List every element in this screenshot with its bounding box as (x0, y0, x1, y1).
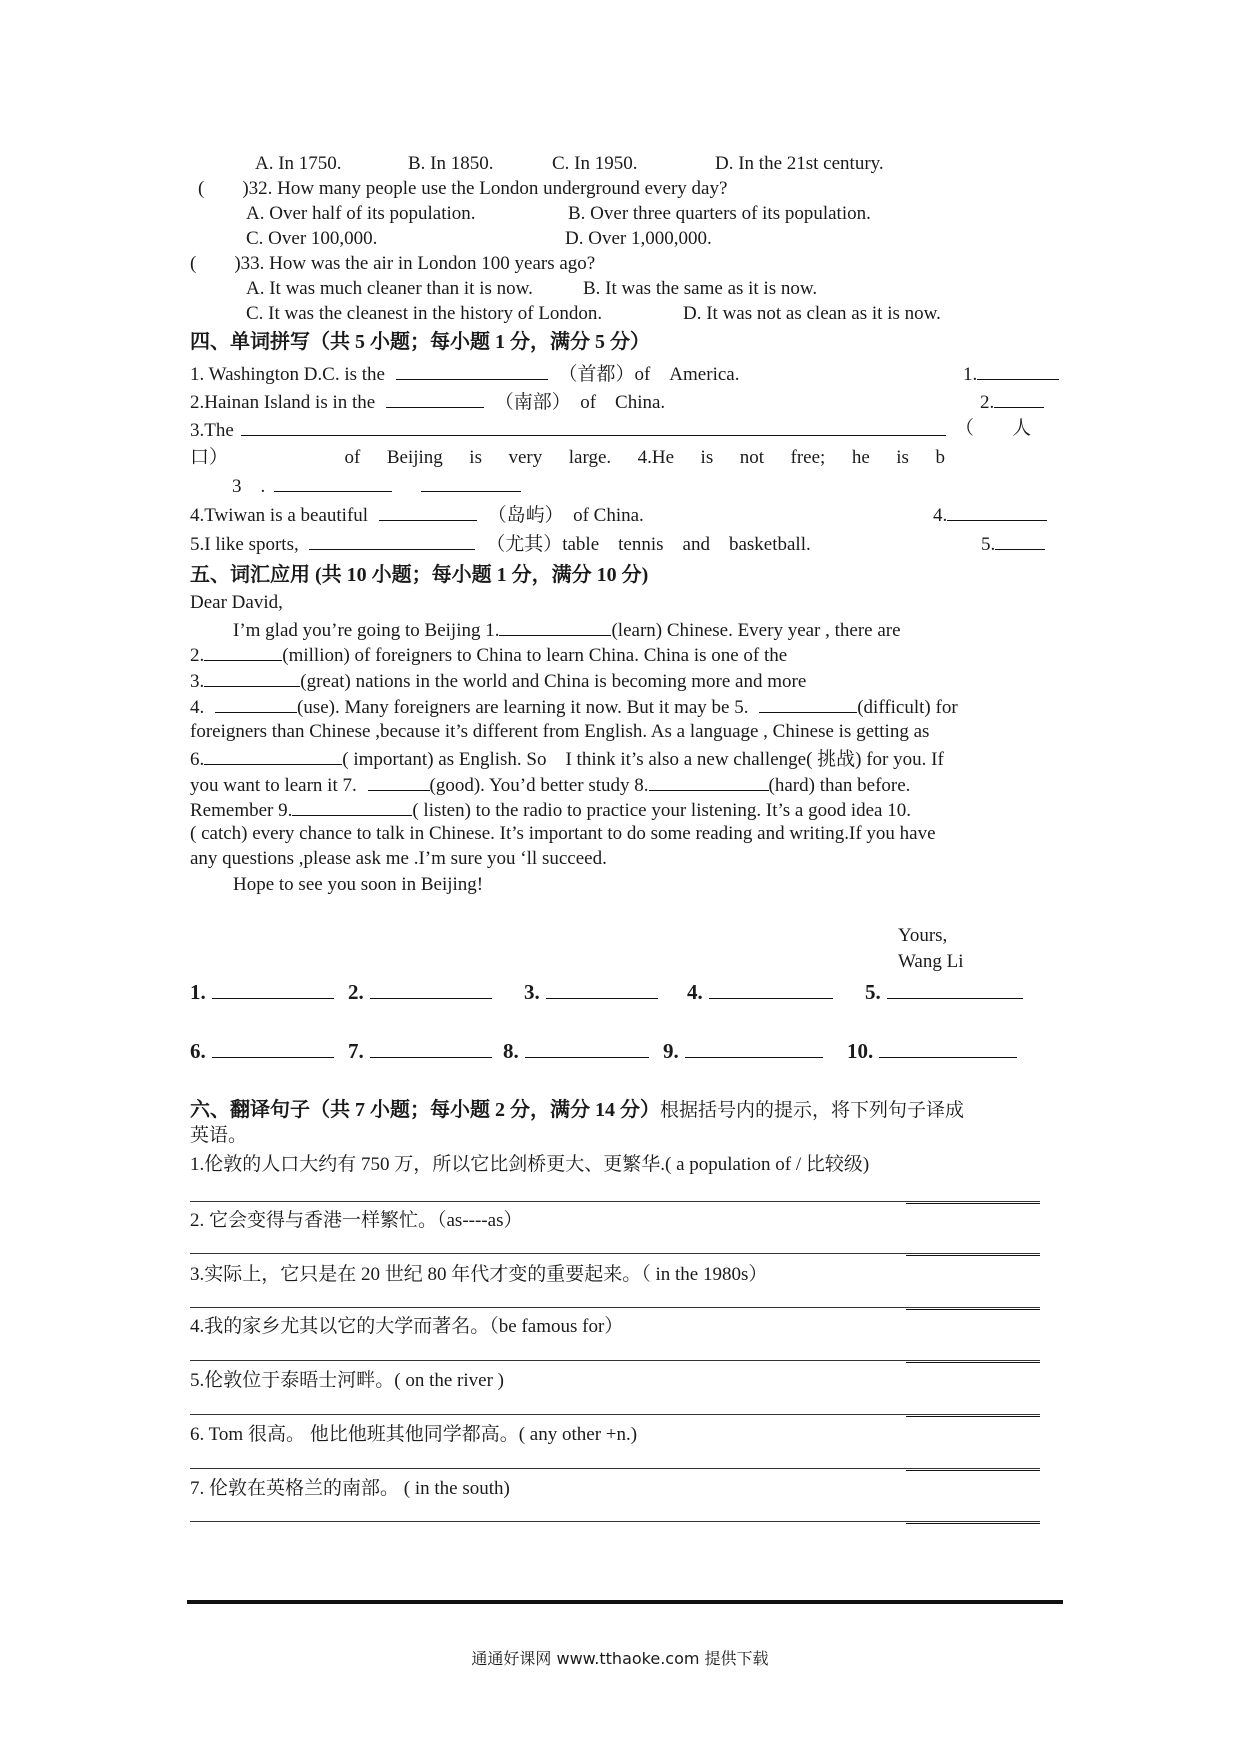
spelling-1-answer (963, 361, 1059, 387)
spelling-1-hint: （首都）of America. (558, 364, 740, 385)
spelling-1-text: 1. Washington D.C. is the (190, 364, 385, 385)
section6-heading-instruction: 根据括号内的提示，将下列句子译成 (660, 1100, 965, 1121)
letter-text: (learn) Chinese. Every year , there are (611, 620, 901, 641)
spelling-1-blank[interactable] (396, 361, 548, 380)
answer-rule-end (906, 1203, 1040, 1204)
translation-4: 4.我的家乡尤其以它的大学而著名。（be famous for） (190, 1316, 624, 1337)
letter-line-7 (190, 772, 910, 798)
answer-label: 5. (865, 980, 881, 1004)
spelling-3-line2 (190, 446, 945, 470)
answer-rule-end (906, 1309, 1040, 1310)
letter-text: (use). Many foreigners are learning it now. But it may be 5. (297, 697, 749, 718)
spelling-5 (190, 531, 811, 557)
spelling-5-answer-line[interactable] (995, 531, 1045, 550)
letter-closing: Yours, (898, 925, 948, 946)
spelling-4-answer-line[interactable] (947, 502, 1047, 521)
word: b (935, 447, 945, 468)
answer-line[interactable] (887, 982, 1023, 999)
answer-rule[interactable] (190, 1307, 1040, 1308)
answer-line[interactable] (685, 1041, 823, 1058)
letter-text: ( listen) to the radio to practice your listening. It’s a good idea 10. (412, 800, 911, 821)
spelling-2-hint: （南部） of China. (494, 392, 666, 413)
answer-label: 8. (503, 1039, 519, 1063)
section5-heading: 五、词汇应用 (共 10 小题；每小题 1 分，满分 10 分) (190, 564, 649, 586)
spelling-3-paren-text: （ 人 (955, 418, 1032, 439)
section4-heading: 四、单词拼写（共 5 小题；每小题 1 分，满分 5 分） (190, 331, 650, 353)
blank-5[interactable] (759, 694, 857, 713)
q32-option-a: A. Over half of its population. (246, 203, 476, 224)
answer-label: 9. (663, 1039, 679, 1063)
answer-rule[interactable] (190, 1253, 1040, 1254)
answer-line[interactable] (370, 982, 492, 999)
spelling-3 (190, 417, 946, 443)
answer-1 (190, 980, 334, 1005)
spelling-5-text: 5.I like sports, (190, 534, 299, 555)
answer-9 (663, 1039, 823, 1064)
spelling-5-blank[interactable] (309, 531, 475, 550)
spelling-4-blank[interactable] (379, 502, 477, 521)
letter-line-5: foreigners than Chinese ,because it’s different from English. As a language , Chinese is getting as (190, 721, 930, 742)
answer-rule-end (906, 1416, 1040, 1417)
q33-stem: ( )33. How was the air in London 100 years ago? (190, 253, 596, 274)
word: not (739, 447, 765, 468)
spelling-2-answer-line[interactable] (994, 389, 1044, 408)
q32-option-b: B. Over three quarters of its population. (568, 203, 871, 224)
letter-text: ( important) as English. So I think it’s also a new challenge( 挑战) for you. If (342, 749, 944, 770)
spelling-4-answer (933, 502, 1047, 528)
letter-text: I’m glad you’re going to Beijing 1. (233, 620, 500, 641)
spelling-3-blank-a[interactable] (274, 473, 392, 492)
footer-divider (187, 1600, 1063, 1604)
answer-line[interactable] (525, 1041, 649, 1058)
spelling-4 (190, 502, 644, 528)
spelling-2-num: 2. (980, 392, 995, 413)
answer-8 (503, 1039, 649, 1064)
letter-text: (million) of foreigners to China to learn China. China is one of the (282, 645, 788, 666)
spelling-2-answer (980, 389, 1044, 415)
letter-line-6 (190, 746, 944, 772)
footer-text: 通通好课网 www.tthaoke.com 提供下载 (471, 1649, 769, 1668)
spelling-5-hint: （尤其）table tennis and basketball. (486, 534, 811, 555)
q33-option-b: B. It was the same as it is now. (583, 278, 818, 299)
spelling-2-blank[interactable] (386, 389, 484, 408)
word: Beijing (386, 447, 443, 468)
translation-2: 2. 它会变得与香港一样繁忙。（as----as） (190, 1210, 523, 1231)
word: is (469, 447, 482, 468)
blank-3[interactable] (204, 668, 300, 687)
answer-label: 2. (348, 980, 364, 1004)
spelling-1-answer-line[interactable] (977, 361, 1059, 380)
answer-label: 6. (190, 1039, 206, 1063)
letter-text: (good). You’d better study 8. (429, 775, 649, 796)
answer-2 (348, 980, 492, 1005)
answer-label: 3. (524, 980, 540, 1004)
blank-8[interactable] (649, 772, 769, 791)
answer-rule-end (906, 1523, 1040, 1524)
letter-text: 6. (190, 749, 205, 770)
q32-option-d: D. Over 1,000,000. (565, 228, 712, 249)
section6-heading (190, 1098, 964, 1123)
q31-option-b: B. In 1850. (408, 153, 494, 174)
letter-greeting: Dear David, (190, 592, 283, 613)
spelling-3-line3-text: 3 . (232, 476, 266, 497)
spelling-1-num: 1. (963, 364, 978, 385)
word: is (896, 447, 909, 468)
q31-option-c: C. In 1950. (552, 153, 638, 174)
answer-label: 4. (687, 980, 703, 1004)
answer-rule[interactable] (190, 1414, 1040, 1415)
answer-4 (687, 980, 833, 1005)
letter-signature: Wang Li (898, 951, 964, 972)
word: he (851, 447, 870, 468)
word: of (344, 447, 361, 468)
word: is (700, 447, 714, 468)
spelling-5-num: 5. (981, 534, 996, 555)
letter-text: Remember 9. (190, 800, 293, 821)
letter-text: (difficult) for (857, 697, 958, 718)
spelling-4-hint: （岛屿） of China. (487, 505, 644, 526)
translation-1: 1.伦敦的人口大约有 750 万，所以它比剑桥更大、更繁华.( a population of / 比较级) (190, 1154, 870, 1175)
translation-3: 3.实际上，它只是在 20 世纪 80 年代才变的重要起来。（ in the 1980s） (190, 1264, 768, 1285)
spelling-3-text: 3.The (190, 420, 234, 441)
answer-rule-end (906, 1255, 1040, 1256)
answer-rule-end (906, 1362, 1040, 1363)
blank-9[interactable] (292, 797, 412, 816)
answer-7 (348, 1039, 492, 1064)
letter-line-4 (190, 694, 958, 720)
letter-line-1 (233, 617, 901, 643)
blank-2[interactable] (204, 642, 282, 661)
letter-line-10: any questions ,please ask me .I’m sure you ‘ll succeed. (190, 848, 607, 869)
letter-line-8 (190, 797, 911, 823)
answer-line[interactable] (879, 1041, 1017, 1058)
q33-option-d: D. It was not as clean as it is now. (683, 303, 941, 324)
answer-rule-end (906, 1470, 1040, 1471)
answer-line[interactable] (709, 982, 833, 999)
spelling-4-text: 4.Twiwan is a beautiful (190, 505, 369, 526)
answer-line[interactable] (212, 982, 334, 999)
spelling-3-paren (955, 417, 1055, 441)
answer-10 (847, 1039, 1017, 1064)
letter-text: (great) nations in the world and China is becoming more and more (300, 671, 807, 692)
q33-option-c: C. It was the cleanest in the history of London. (246, 303, 603, 324)
spelling-1 (190, 361, 739, 387)
q33-option-a: A. It was much cleaner than it is now. (246, 278, 533, 299)
word: free; (790, 447, 826, 468)
answer-line[interactable] (546, 982, 658, 999)
letter-text: (hard) than before. (768, 775, 911, 796)
answer-rule[interactable] (190, 1360, 1040, 1361)
blank-7[interactable] (368, 772, 430, 791)
letter-text: 2. (190, 645, 205, 666)
spelling-2 (190, 389, 665, 415)
section6-heading-line2: 英语。 (190, 1125, 248, 1146)
spelling-3-blank-b[interactable] (421, 473, 521, 492)
spelling-2-text: 2.Hainan Island is in the (190, 392, 376, 413)
spelling-3-blank[interactable] (241, 417, 946, 436)
translation-7: 7. 伦敦在英格兰的南部。 ( in the south) (190, 1478, 510, 1499)
spelling-3-line3 (232, 473, 521, 499)
translation-5: 5.伦敦位于泰晤士河畔。( on the river ) (190, 1370, 504, 1391)
word: very (508, 447, 543, 468)
section6-heading-bold: 六、翻译句子（共 7 小题；每小题 2 分，满分 14 分） (190, 1099, 660, 1121)
blank-6[interactable] (204, 746, 342, 765)
word: 4.He (637, 447, 675, 468)
letter-line-2 (190, 642, 787, 668)
q31-option-a: A. In 1750. (255, 153, 342, 174)
letter-line-9: ( catch) every chance to talk in Chinese. It’s important to do some reading and writing.If you have (190, 823, 936, 844)
answer-rule[interactable] (190, 1468, 1040, 1469)
letter-line-3 (190, 668, 806, 694)
q31-option-d: D. In the 21st century. (715, 153, 884, 174)
word: 口） (190, 447, 229, 468)
letter-text: 4. (190, 697, 205, 718)
letter-text: 3. (190, 671, 205, 692)
blank-4[interactable] (215, 694, 297, 713)
q32-option-c: C. Over 100,000. (246, 228, 378, 249)
q32-stem: ( )32. How many people use the London underground every day? (198, 178, 728, 199)
answer-line[interactable] (212, 1041, 334, 1058)
word: large. (568, 447, 612, 468)
answer-label: 7. (348, 1039, 364, 1063)
answer-3 (524, 980, 658, 1005)
answer-6 (190, 1039, 334, 1064)
letter-line-11: Hope to see you soon in Beijing! (233, 874, 484, 895)
answer-rule[interactable] (190, 1521, 1040, 1522)
spelling-5-answer (981, 531, 1045, 557)
answer-label: 1. (190, 980, 206, 1004)
blank-1[interactable] (499, 617, 611, 636)
answer-label: 10. (847, 1039, 874, 1063)
answer-rule[interactable] (190, 1201, 1040, 1202)
answer-line[interactable] (370, 1041, 492, 1058)
answer-5 (865, 980, 1023, 1005)
letter-text: you want to learn it 7. (190, 775, 357, 796)
translation-6: 6. Tom 很高。 他比他班其他同学都高。( any other +n.) (190, 1424, 638, 1445)
spelling-4-num: 4. (933, 505, 948, 526)
